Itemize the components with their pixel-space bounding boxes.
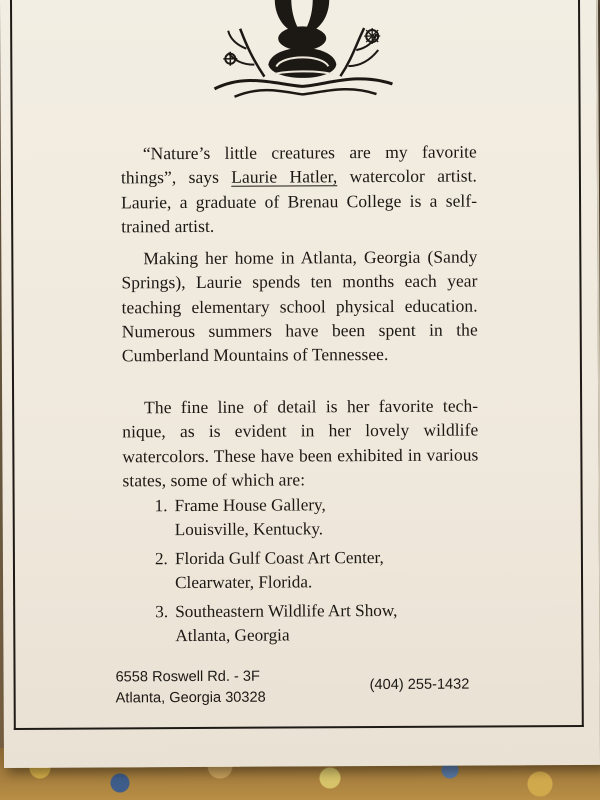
exhibit-number: 1. xyxy=(154,496,168,516)
exhibit-location: Atlanta, Georgia xyxy=(175,624,290,645)
intro-quote: “Nature’s little creatures are my favorite things”, says xyxy=(120,141,477,188)
address-street: 6558 Roswell Rd. - 3F xyxy=(115,668,260,686)
exhibit-item xyxy=(155,546,475,595)
exhibit-venue: Southeastern Wildlife Art Show, xyxy=(175,600,398,622)
exhibit-list xyxy=(155,493,476,654)
intro-quote-tail: watercolor artist. Laurie, a graduate of Brenau College is a self-trained artist. xyxy=(121,165,478,237)
phone-number: (404) 255-1432 xyxy=(369,676,470,694)
address-city: Atlanta, Georgia 30328 xyxy=(115,689,266,707)
artist-name: Laurie Hatler, xyxy=(231,166,338,188)
rabbit-with-flowers-icon xyxy=(206,0,403,105)
exhibit-location: Louisville, Kentucky. xyxy=(174,518,324,539)
exhibit-location: Clearwater, Florida. xyxy=(175,571,313,592)
exhibit-venue: Florida Gulf Coast Art Center, xyxy=(174,547,384,569)
mailing-address xyxy=(115,667,265,710)
exhibit-venue: Frame House Gallery, xyxy=(174,495,326,516)
intro-paragraph xyxy=(121,140,478,239)
exhibit-number: 3. xyxy=(155,602,169,622)
home-paragraph: Making her home in Atlanta, Georgia (Sandy Springs), Laurie spends ten months each year teaching elementary school physical education. Numerous summers have been spent in the Cumberland Mountains of Tennessee. xyxy=(121,246,478,366)
exhibit-item xyxy=(155,599,475,648)
exhibit-item xyxy=(155,493,475,542)
technique-paragraph: The fine line of detail is her favorite tech-nique, as is evident in her lovely wildlife watercolors. These have been exhibited in various states, some of which are: xyxy=(122,395,479,491)
exhibit-number: 2. xyxy=(154,549,168,569)
